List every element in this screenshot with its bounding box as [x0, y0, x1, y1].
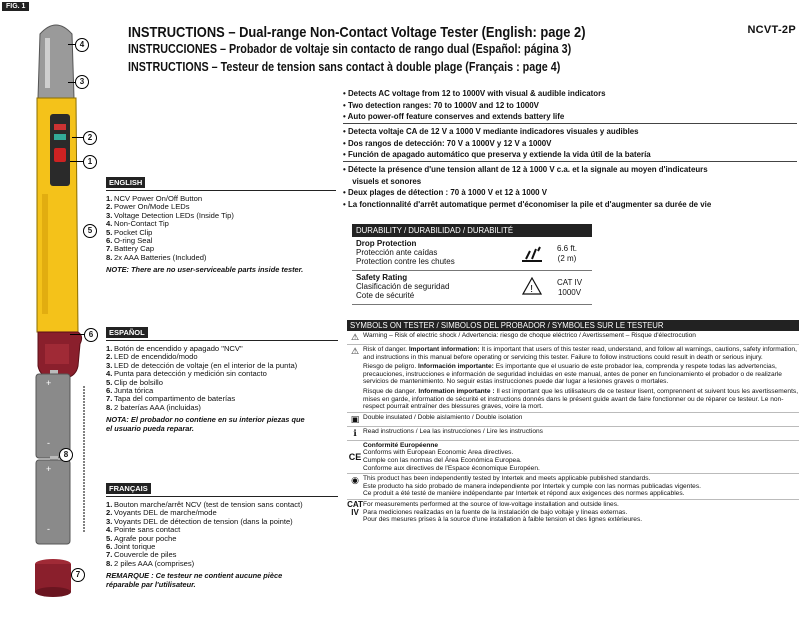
list-item: 3. LED de detección de voltaje (en el interior de la punta) — [106, 360, 298, 370]
list-item: 4. Punta para detección y medición sin contacto — [106, 369, 267, 379]
features-english — [343, 88, 798, 123]
list-item: 2. LED de encendido/modo — [106, 352, 198, 362]
svg-text:+: + — [46, 378, 52, 388]
title-spanish: INSTRUCCIONES – Probador de voltaje sin contacto de rango dual (Español: página 3) — [128, 42, 572, 56]
callout-6: 6 — [84, 328, 98, 342]
feature-line: • Two detection ranges: 70 to 1000V and 12 to 1000V — [343, 99, 539, 110]
callout-2: 2 — [83, 131, 97, 145]
spanish-section — [106, 322, 338, 433]
symbol-row: CAT IV For measurements performed at the source of low-voltage installation and outside lines. Para mediciones realizadas en la fuente de la instalación de bajo voltaje y líneas externas. Pour des mesures prises à la source d'une installation à faible tension et des lignes extérieures. — [347, 499, 643, 524]
list-item: 7. Couvercle de piles — [106, 550, 177, 560]
warning-icon — [522, 277, 542, 295]
french-section — [106, 478, 338, 589]
figure-label: FIG. 1 — [2, 2, 29, 11]
cat-iv-icon: CAT IV — [347, 499, 363, 517]
features-spanish — [343, 126, 798, 161]
symbol-row: ◉ This product has been independently tested by Intertek and meets applicable published standards. Este producto ha sido probado de manera independiente por Intertek y cumple con las normas publicadas vigentes. Ce produit a été testé de manière indépendante par Intertek et répond aux exigences des normes applicables. — [347, 474, 799, 500]
feature-line: • Dos rangos de detección: 70 V a 1000V y 12 V a 1000V — [343, 137, 552, 148]
features-french — [343, 164, 798, 210]
list-item: 5. Pocket Clip — [106, 227, 153, 237]
model-code: NCVT-2P — [747, 24, 796, 36]
symbols-section — [347, 320, 799, 525]
list-item: 4. Pointe sans contact — [106, 525, 181, 535]
spanish-note: NOTA: El probador no contiene en su interior piezas que el usuario pueda reparar. — [106, 415, 305, 433]
ce-mark-icon: CE — [348, 451, 362, 462]
durability-row: Drop Protection Protección ante caídas Protection contre les chutes 6.6 ft. (2 m) — [352, 237, 592, 271]
french-parts-list — [106, 501, 338, 568]
list-item: 1. NCV Power On/Off Button — [106, 194, 203, 203]
title-english: INSTRUCTIONS – Dual-range Non-Contact Voltage Tester (English: page 2) — [128, 24, 586, 41]
battery-cap-loose — [35, 559, 71, 597]
list-item: 5. Agrafe pour poche — [106, 533, 177, 543]
callout-8: 8 — [59, 448, 73, 462]
list-item: 3. Voyants DEL de détection de tension (dans la pointe) — [106, 516, 293, 526]
symbol-row: ⚠ Warning – Risk of electric shock / Advertencia: riesgo de choque eléctrico / Avertissement – Risque d'électrocution — [347, 331, 799, 345]
non-contact-tip — [38, 25, 74, 98]
callout-7: 7 — [71, 568, 85, 582]
list-item: 6. O-ring Seal — [106, 236, 153, 246]
svg-text:!: ! — [530, 284, 533, 295]
callout-3: 3 — [75, 75, 89, 89]
feature-line: visuels et sonores — [352, 175, 422, 186]
list-item: 2. Voyants DEL de marche/mode — [106, 508, 217, 518]
list-item: 3. Voltage Detection LEDs (Inside Tip) — [106, 210, 234, 220]
symbol-row: CE Conformité Européenne Conforms with European Economic Area directives. Cumple con las normas del Área Económica Europea. Conforme aux directives de l'Espace économique Européen. — [347, 441, 799, 474]
list-item: 8. 2 piles AAA (comprises) — [106, 558, 195, 568]
svg-text:+: + — [46, 464, 52, 474]
feature-line: • La fonctionnalité d'arrêt automatique permet d'économiser la pile et d'augmenter sa durée de vie — [343, 198, 712, 209]
title-french: INSTRUCTIONS – Testeur de tension sans contact à double plage (Français : page 4) — [128, 60, 561, 74]
english-parts-list — [106, 195, 336, 262]
list-item: 7. Tapa del compartimento de baterías — [106, 394, 236, 404]
spanish-heading: ESPAÑOL — [106, 327, 148, 338]
feature-line: • Deux plages de détection : 70 à 1000 V et 12 à 1000 V — [343, 187, 548, 197]
callout-1: 1 — [83, 155, 97, 169]
shock-warning-icon: ⚠ — [350, 332, 360, 342]
callout-5: 5 — [83, 224, 97, 238]
list-item: 2. Power On/Mode LEDs — [106, 202, 190, 212]
svg-text:-: - — [47, 524, 50, 534]
read-instructions-icon: ℹ — [353, 427, 357, 438]
svg-text:-: - — [47, 438, 50, 448]
list-item: 5. Clip de bolsillo — [106, 377, 163, 387]
callout-4: 4 — [75, 38, 89, 52]
feature-line: • Détecte la présence d'une tension allant de 12 à 1000 V c.a. et la signale au moyen d'indicateurs — [343, 164, 708, 174]
list-item: 6. Joint torique — [106, 542, 156, 552]
aaa-battery-2 — [36, 456, 70, 544]
double-insulation-icon: ▣ — [350, 413, 360, 424]
danger-warning-icon: ⚠ — [350, 346, 360, 356]
symbol-row: ▣ Double insulated / Doble aislamiento / Double isolation — [347, 413, 799, 427]
symbols-heading: SYMBOLS ON TESTER / SIMBOLOS DEL PROBADOR / SYMBOLES SUR LE TESTEUR — [347, 320, 799, 331]
tester-illustration — [0, 14, 110, 614]
durability-heading: DURABILITY / DURABILIDAD / DURABILITÉ — [352, 224, 592, 237]
spanish-parts-list — [106, 345, 338, 412]
english-heading: ENGLISH — [106, 177, 145, 188]
divider — [343, 161, 797, 162]
feature-line: • Detecta voltaje CA de 12 V a 1000 V mediante indicadores visuales y audibles — [343, 126, 639, 136]
feature-line: • Auto power-off feature conserves and extends battery life — [343, 111, 565, 121]
english-note: NOTE: There are no user-serviceable parts inside tester. — [106, 265, 304, 275]
drop-icon — [520, 245, 544, 265]
symbol-row: ⚠ Risk of danger. Important information: It is important that users of this tester read, understand, and follow all warnings, cautions, safety information, and instructions in this manual before operating or servicing this tester. Failure to follow instructions could result in death or serious injury. Riesgo de peligro. Información importante: Es importante que el usuario de este probador lea, comprenda y respete todas las advertencias, precauciones, instrucciones e información de seguridad incluidas en este manual, antes de poner en funcionamiento el probador o de realizarle servicios de mantenimiento. No seguir estas instrucciones puede dar lugar a lesiones graves o mortales. Risque de danger. Information importante : Il est important que les utilisateurs de ce testeur lisent, comprennent et suivent tous les avertissements, mises en garde, information de sécurité et instructions donnés dans le présent guide avant de faire fonctionner ou de réparer ce testeur. Le non-respect pourrait entraîner des blessures graves, voire la mort. — [347, 345, 799, 413]
list-item: 8. 2 baterías AAA (incluidas) — [106, 402, 201, 412]
feature-line: • Función de apagado automático que preserva y extiende la vida útil de la batería — [343, 149, 651, 159]
french-note: REMARQUE : Ce testeur ne contient aucune pièce réparable par l'utilisateur. — [106, 571, 283, 589]
list-item: 6. Junta tórica — [106, 386, 154, 396]
durability-row: Safety Rating Clasificación de seguridad Cote de sécurité ! CAT IV 1000V — [352, 271, 592, 305]
list-item: 1. Botón de encendido y apagado "NCV" — [106, 344, 243, 353]
aaa-battery-1 — [36, 370, 70, 458]
list-item: 8. 2x AAA Batteries (Included) — [106, 252, 207, 262]
list-item: 7. Battery Cap — [106, 244, 155, 254]
english-section — [106, 172, 336, 275]
symbol-row: ℹ Read instructions / Lea las instrucciones / Lire les instructions — [347, 427, 799, 441]
divider — [343, 123, 797, 124]
list-item: 4. Non-Contact Tip — [106, 219, 169, 229]
list-item: 1. Bouton marche/arrêt NCV (test de tension sans contact) — [106, 500, 303, 509]
french-heading: FRANÇAIS — [106, 483, 151, 494]
durability-table — [352, 224, 592, 305]
etl-mark-icon: ◉ — [351, 475, 359, 486]
feature-line: • Detects AC voltage from 12 to 1000V with visual & audible indicators — [343, 88, 606, 98]
